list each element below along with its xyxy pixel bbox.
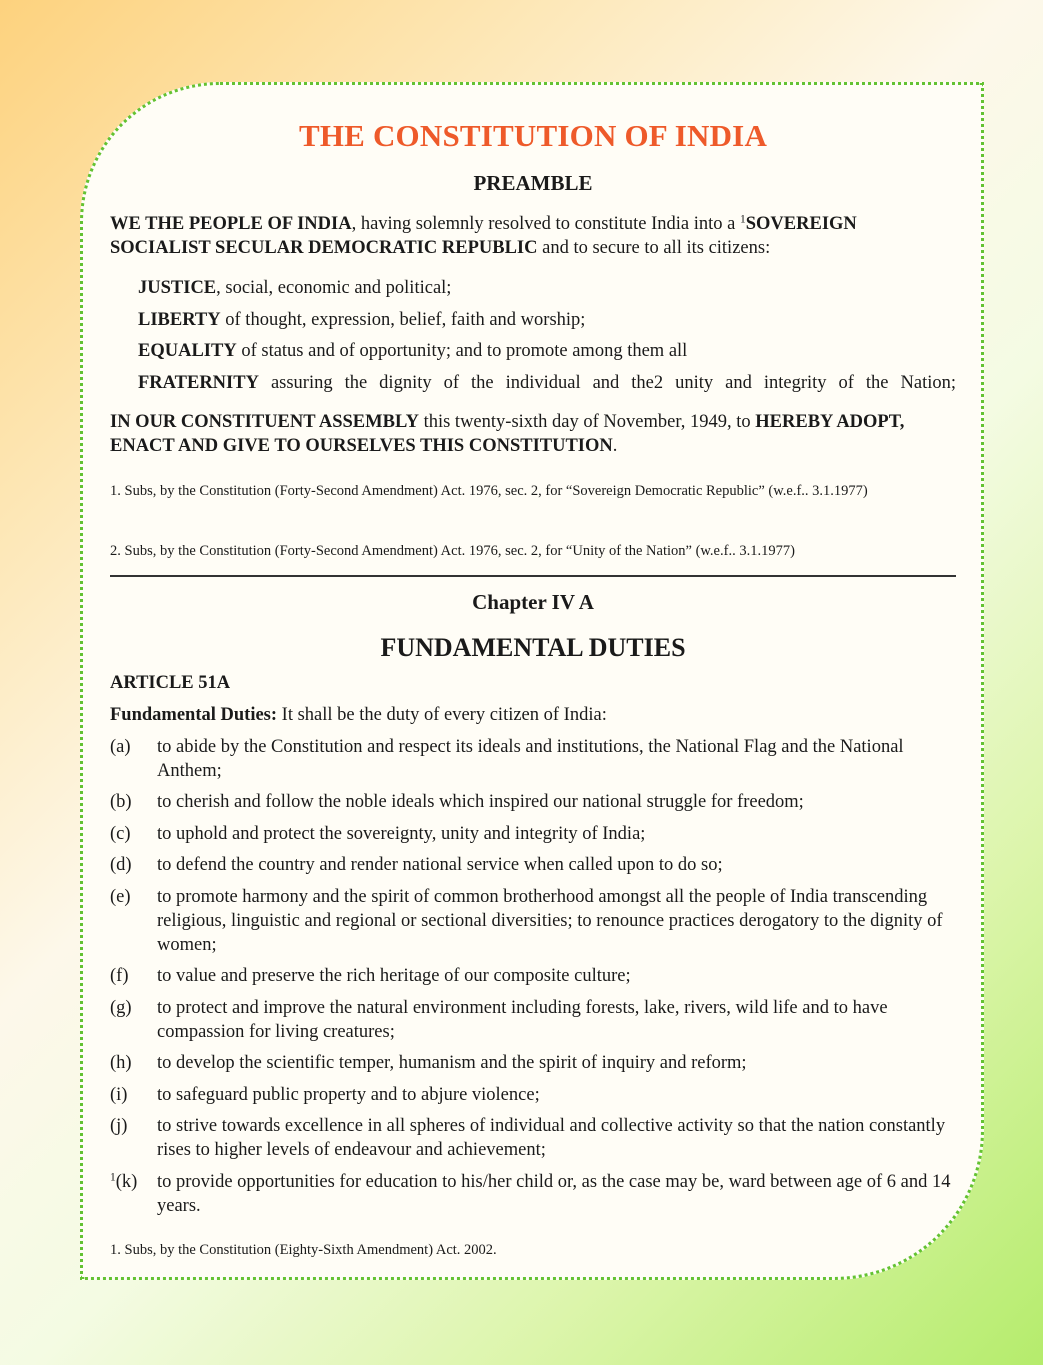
duty-text: to protect and improve the natural environment including forests, lake, rivers, wild life and to have compassion for living creatures; [157,998,888,1042]
duties-intro-lead: Fundamental Duties: [110,705,278,725]
duty-label: (d) [110,855,132,875]
duty-label: (i) [110,1085,128,1105]
duty-label: (f) [110,966,129,986]
preamble-closing-adopt: HEREBY ADOPT, ENACT AND GIVE TO OURSELVES THIS CONSTITUTION [110,412,905,456]
clause-keyword: EQUALITY [138,341,237,361]
preamble-closing-end: . [612,436,618,456]
preamble-clause-fraternity [138,371,956,395]
preamble-clause-justice [138,276,958,300]
duty-label [110,1170,157,1218]
clause-text: of thought, expression, belief, faith and worship; [220,310,586,330]
clause-text: of status and of opportunity; and to promote among them all [236,341,688,361]
duty-label: (b) [110,792,132,812]
clause-keyword: LIBERTY [138,310,221,330]
duty-item [110,1114,956,1162]
chapter-label: Chapter IV A [472,590,594,614]
clause-text: , social, economic and political; [216,278,452,298]
duty-text: to value and preserve the rich heritage of our composite culture; [157,966,631,986]
preamble-intro-lead: WE THE PEOPLE OF INDIA [110,214,352,234]
duty-label: (a) [110,737,131,757]
footnote-marker: 1 [740,213,746,226]
duties-intro [110,705,607,726]
duty-text: to develop the scientific temper, humanism and the spirit of inquiry and reform; [157,1053,747,1073]
duty-text: to abide by the Constitution and respect its ideals and institutions, the National Flag and the National Anthem; [157,737,904,781]
preamble-intro-end: and to secure to all its citizens: [537,238,771,258]
duty-item [110,822,956,846]
preamble-intro-mid: , having solemnly resolved to constitute India into a [351,214,741,234]
duty-text: to strive towards excellence in all spheres of individual and collective activity so that the nation constantly rises to higher levels of endeavour and achievement; [157,1116,946,1160]
preamble-closing-mid: this twenty-sixth day of November, 1949, to [418,412,756,432]
duty-item [110,996,956,1044]
duty-item [110,1083,956,1107]
duty-item [110,885,956,957]
duty-label: (e) [110,887,131,907]
section-divider [110,575,956,577]
duty-item [110,735,956,783]
clause-keyword: JUSTICE [138,278,217,298]
footnote-marker: 1 [110,1171,116,1184]
preamble-clause-equality [138,339,958,363]
duty-text: to defend the country and render national service when called upon to do so; [157,855,723,875]
duty-label-text: (k) [115,1172,138,1192]
clause-keyword: FRATERNITY [138,373,259,393]
fundamental-duties-title: FUNDAMENTAL DUTIES [380,633,686,662]
preamble-closing-lead: IN OUR CONSTITUENT ASSEMBLY [110,412,419,432]
preamble-closing [110,410,956,458]
preamble-footnote-1: 1. Subs, by the Constitution (Forty-Second Amendment) Act. 1976, sec. 2, for “Sovereign Democratic Republic” (w.e.f.. 3.1.1977) [110,483,868,499]
duties-footnote: 1. Subs, by the Constitution (Eighty-Sixth Amendment) Act. 2002. [110,1242,497,1258]
clause-text: assuring the dignity of the individual and the2 unity and integrity of the Nation; [258,373,956,393]
preamble-clause-liberty [138,308,958,332]
duty-item [110,853,956,877]
preamble-footnote-2: 2. Subs, by the Constitution (Forty-Second Amendment) Act. 1976, sec. 2, for “Unity of the Nation” (w.e.f.. 3.1.1977) [110,543,795,559]
duty-label: (h) [110,1053,132,1073]
duty-text: to promote harmony and the spirit of common brotherhood amongst all the people of India transcending religious, linguistic and regional or sectional diversities; to renounce practices derogatory to the dignity of women; [157,887,943,955]
duty-item [110,1170,956,1218]
preamble-intro [110,212,956,260]
document-title: THE CONSTITUTION OF INDIA [298,118,768,153]
duty-text: to provide opportunities for education to his/her child or, as the case may be, ward between age of 6 and 14 years. [157,1172,951,1216]
duties-intro-text: It shall be the duty of every citizen of India: [277,705,607,725]
duty-text: to safeguard public property and to abjure violence; [157,1085,540,1105]
duty-item [110,790,956,814]
preamble-heading: PREAMBLE [473,171,593,195]
duty-label: (j) [110,1116,128,1136]
duty-item [110,1051,956,1075]
duty-label: (c) [110,824,131,844]
article-label: ARTICLE 51A [110,673,231,693]
duty-text: to uphold and protect the sovereignty, unity and integrity of India; [157,824,646,844]
duty-text: to cherish and follow the noble ideals which inspired our national struggle for freedom; [157,792,804,812]
preamble-republic: SOVEREIGN SOCIALIST SECULAR DEMOCRATIC REPUBLIC [110,214,857,258]
duty-item [110,964,956,988]
duty-label: (g) [110,998,132,1018]
